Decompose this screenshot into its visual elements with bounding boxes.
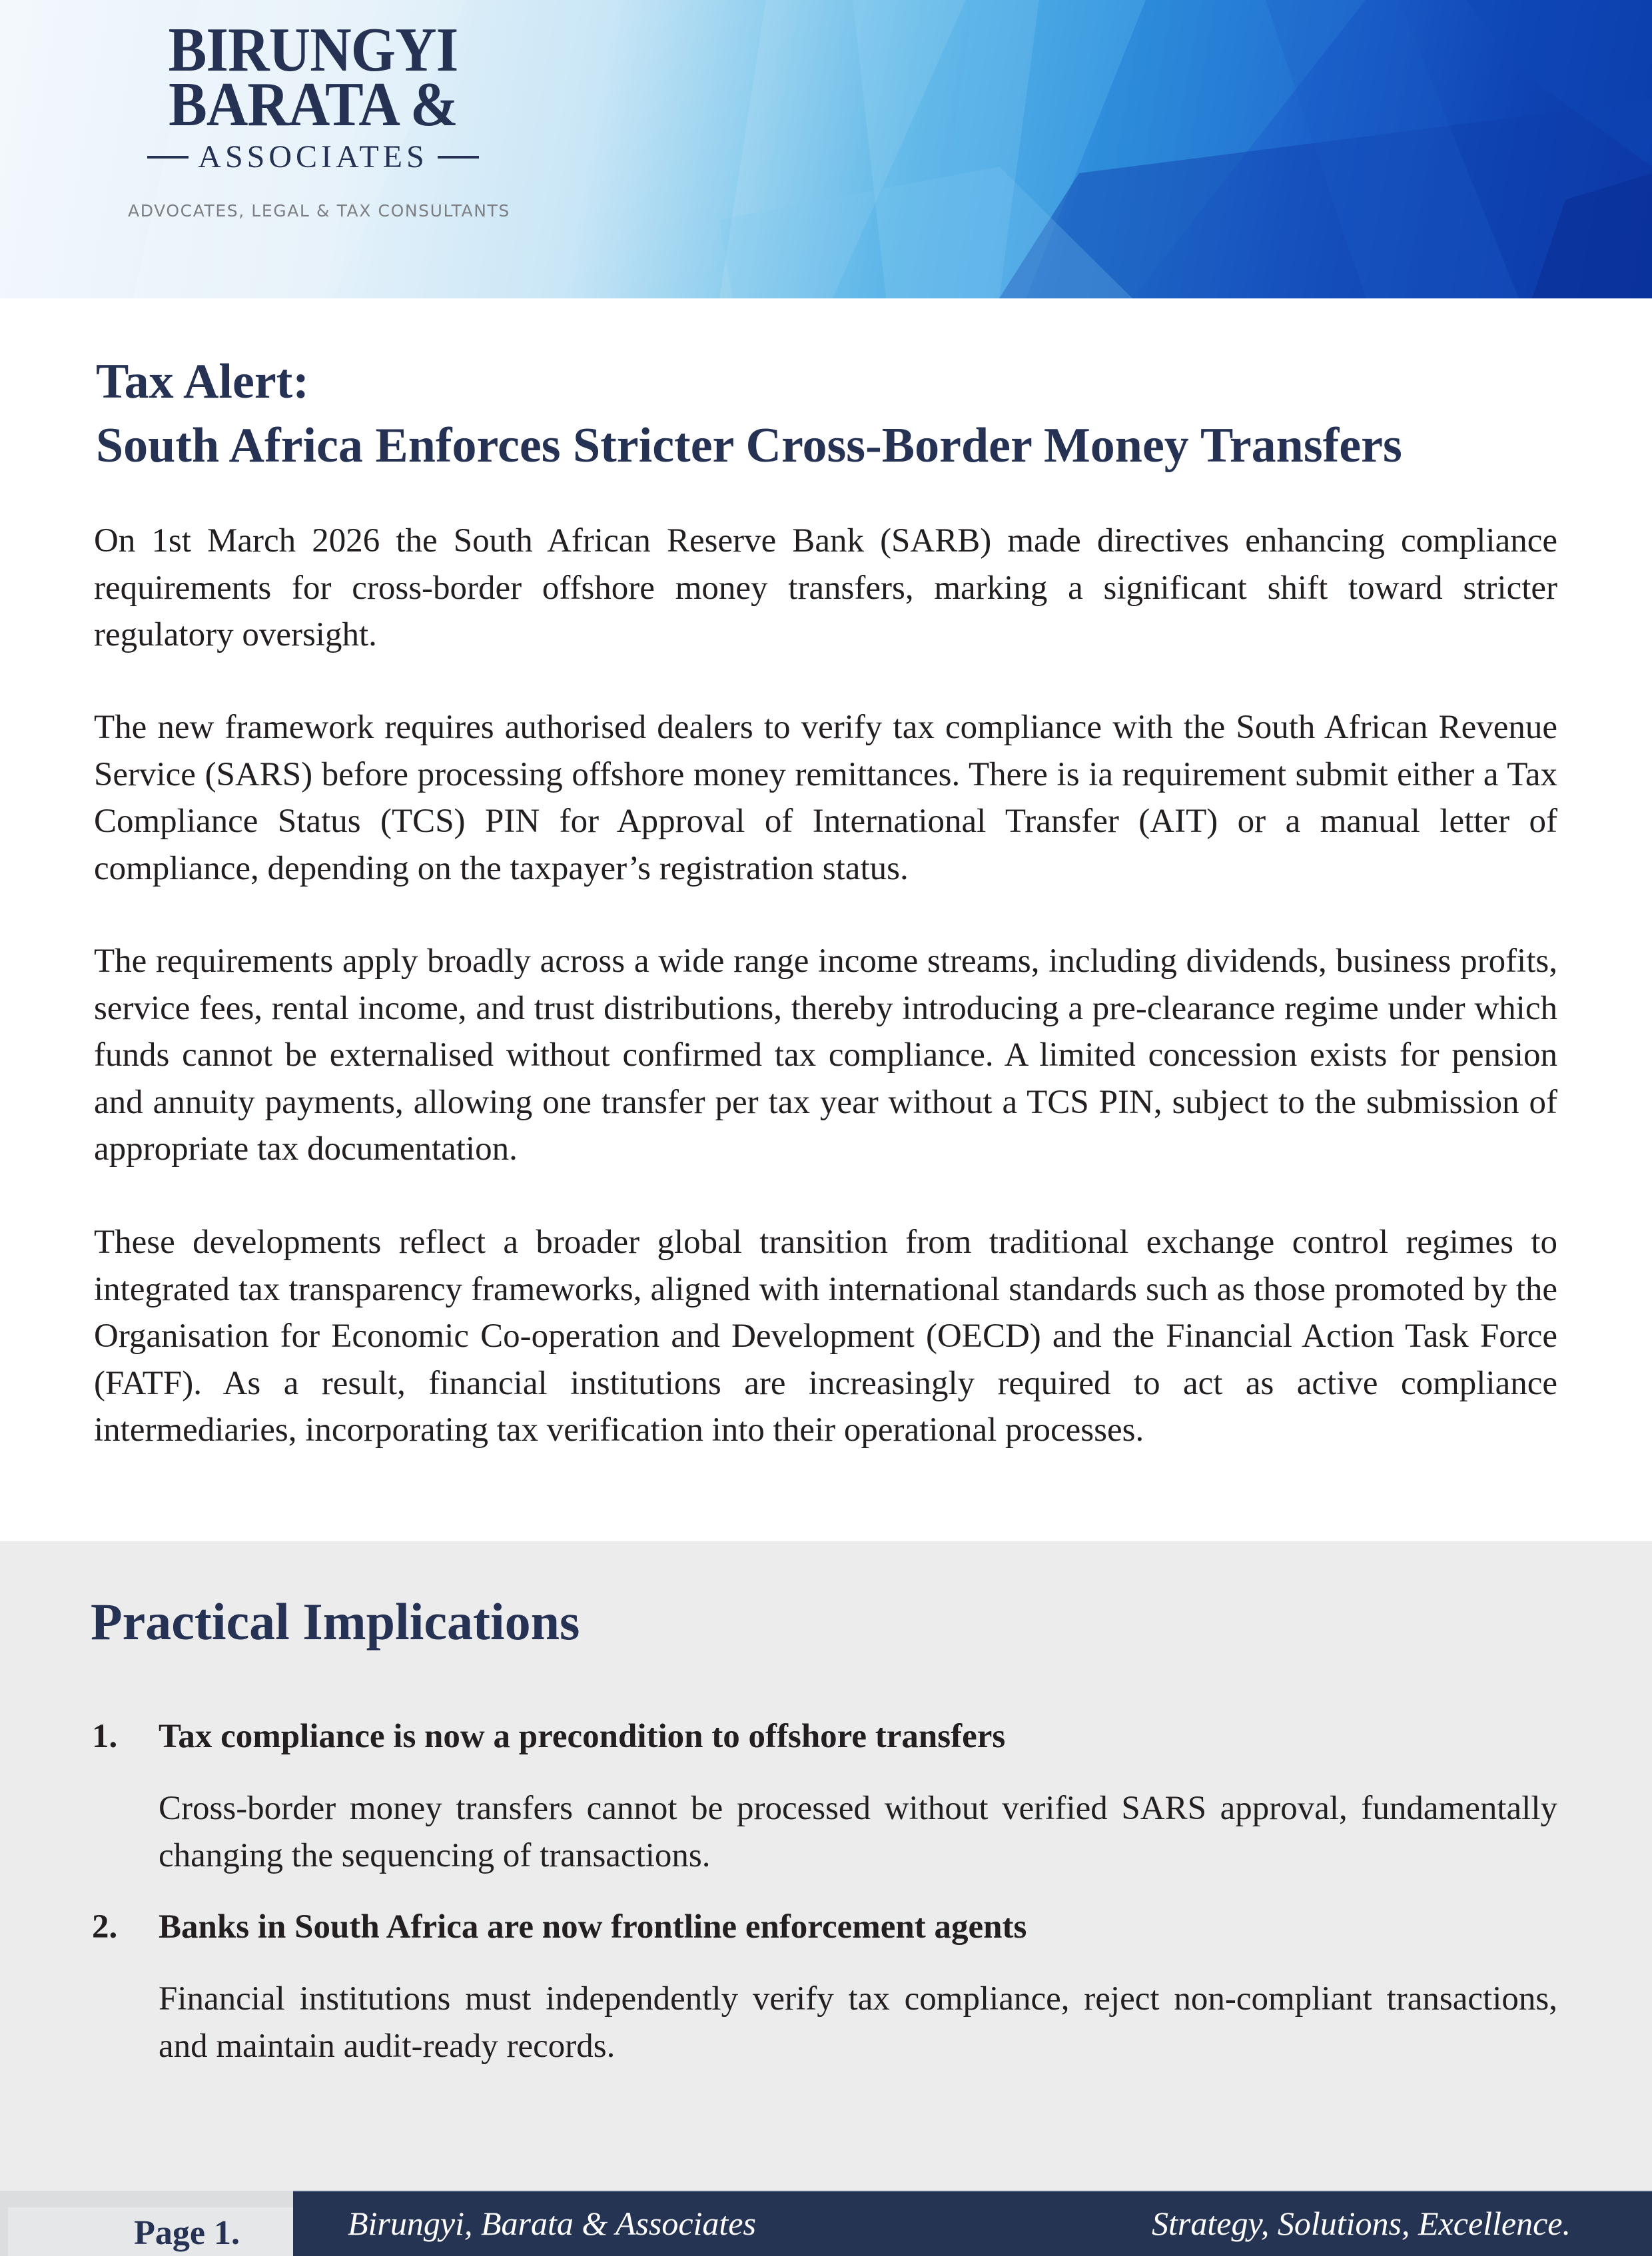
title-line-2: South Africa Enforces Stricter Cross-Border Money Transfers: [96, 418, 1402, 473]
firm-logo: [127, 15, 500, 176]
logo-line-3: [127, 139, 500, 176]
item-title: Banks in South Africa are now frontline enforcement agents: [159, 1908, 1027, 1946]
paragraph-4: These developments reflect a broader global transition from traditional exchange control regimes to integrated tax transparency frameworks, aligned with international standards such as those promoted by the Organisation for Economic Co-operation and Development (OECD) and the Financial Action Task Force (FATF). As a result, financial institutions are increasingly required to act as active compliance intermediaries, incorporating tax verification into their operational processes.: [94, 1224, 1557, 1449]
page-number: Page 1.: [134, 2214, 240, 2252]
item-title: Tax compliance is now a precondition to offshore transfers: [159, 1718, 1006, 1755]
logo-line-2: BARATA &: [169, 70, 458, 139]
implications-heading: Practical Implications: [91, 1593, 580, 1651]
logo-line-1: BIRUNGYI: [168, 15, 458, 85]
logo-rule-left: [147, 156, 189, 159]
footer-firm-name: Birungyi, Barata & Associates: [348, 2205, 756, 2242]
title-line-1: Tax Alert:: [96, 354, 309, 409]
page-number-box-inner: [8, 2207, 293, 2256]
paragraph-3: The requirements apply broadly across a wide range income streams, including dividends, business profits, service fees, rental income, and trust distributions, thereby introducing a pre-clearance regime under which funds cannot be externalised without confirmed tax compliance. A limited concession exists for pension and annuity payments, allowing one transfer per tax year without a TCS PIN, subject to the submission of appropriate tax documentation.: [94, 942, 1557, 1168]
logo-associates: ASSOCIATES: [198, 139, 428, 175]
page-title: [96, 350, 1561, 478]
header-banner: [0, 0, 1652, 298]
item-description: Financial institutions must independently verify tax compliance, reject non-compliant transactions, and maintain audit-ready records.: [159, 1980, 1557, 2065]
paragraph-2: The new framework requires authorised dealers to verify tax compliance with the South African Revenue Service (SARS) before processing offshore money remittances. There is ia requirement submit either a Tax Compliance Status (TCS) PIN for Approval of International Transfer (AIT) or a manual letter of compliance, depending on the taxpayer’s registration status.: [94, 709, 1557, 887]
item-number: 1.: [92, 1718, 118, 1755]
logo-rule-right: [438, 156, 479, 159]
item-description: Cross-border money transfers cannot be processed without verified SARS approval, fundamentally changing the sequencing of transactions.: [159, 1790, 1557, 1874]
item-number: 2.: [92, 1908, 118, 1946]
page-number-box: [0, 2191, 293, 2256]
page-footer: [0, 2191, 1652, 2256]
paragraph-1: On 1st March 2026 the South African Reserve Bank (SARB) made directives enhancing compliance requirements for cross-border offshore money transfers, marking a significant shift toward stricter regulatory oversight.: [94, 522, 1557, 653]
footer-motto: Strategy, Solutions, Excellence.: [1152, 2205, 1571, 2242]
firm-tagline: ADVOCATES, LEGAL & TAX CONSULTANTS: [128, 201, 510, 220]
